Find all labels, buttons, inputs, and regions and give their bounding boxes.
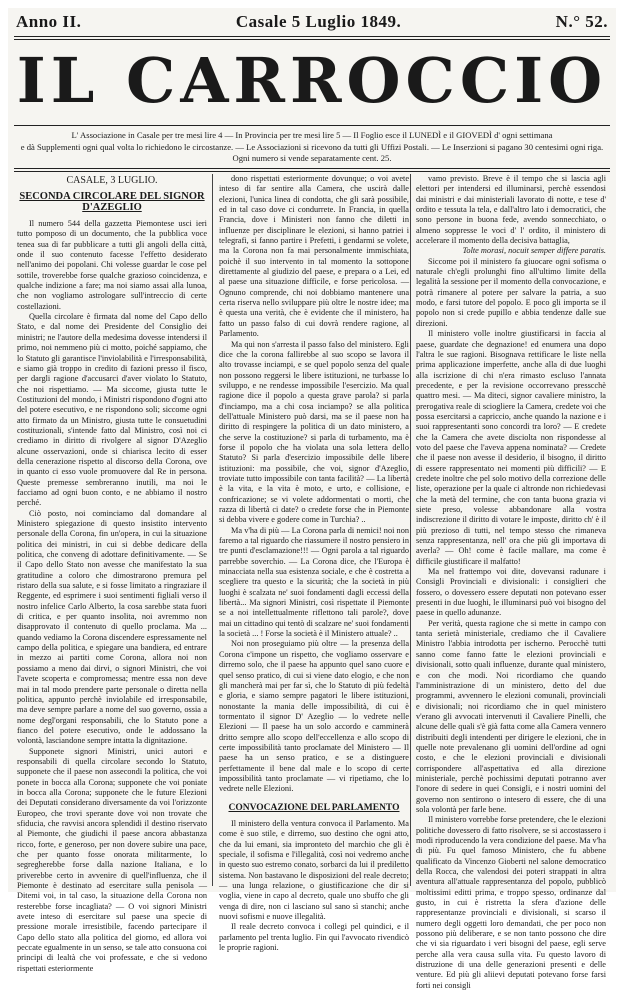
- notice-line-3: Ogni numero si vende separatamente cent. 25.: [232, 153, 392, 164]
- notice-rule-thin: [14, 171, 610, 172]
- column-divider-2: [410, 174, 411, 886]
- column-1: [17, 174, 207, 973]
- article-dateline: CASALE, 3 LUGLIO.: [66, 175, 158, 186]
- paragraph: Il ministero volle inoltre giustificarsi in faccia al paese, guardate che degnazione! ed enumera una dopo l'altra le sue ragioni. Bisognava rettificare le liste nella prima applicazione imperfette, anche alla di due luoghi alla iscrizione di chi n'era rimasto escluso l'annata precedente, e per la revisione occorrevano presscchè quattro mesi. — Ma diteci, signor cavaliere ministro, la prerogativa reale di sciogliere la Camera, credete voi che possa esercitarsi a capriccio, anche quando la nazione e i suoi rappresentanti sono concordi tra loro? — E credete che la Camera che avete disciolta non rispondesse al voto del paese che l'aveva appena nominata? — Credete che il paese non avesse il desiderio, il bisogno, il diritto di essere rappresentato nei momenti più difficili? — E credete inoltre che pel solo motivo della correzione delle liste, operazione per la quale ci altronde non richiedevasi che la metà del termine, che con tanta buona grazia vi siete preso, volesse abbandonare alla vostra indiscrezione il diritto di votare le imposte, diritto ch' è il più prezioso di tutti, nel tempo stesso che rimaneva senza rappresentanza, nell' ora che più gli importava di averla? — Oh! come è facile mallare, ma come è difficile giustificare il malfatto!: [416, 329, 606, 566]
- dateline-bar: [16, 12, 608, 32]
- notice-rule: [14, 168, 610, 169]
- paragraph: Per verità, questa ragione che si mette in campo con tanta serietà ministeriale, crediamo che il Cavaliere Ministro l'abbia introdotta per ischerno. Perocchè tutti sanno come fanno fatte le elezioni provinciali e divisionali, sotto quali influenze, durante qual ministero, e con che modi. Noi ricordiamo che quando l'amministrazione di un ministero, detto del due programmi, avvennero le elezioni comunali, provinciali e divisionali; noi ricordiamo che in quel ministero v'erano gli avvocati intervenuti il Cavaliere Pinelli, che alcune delle quali s'è già fatta come alla Camera vennero distribuiti degli intendenti per dirigere le elezioni, che in quelle note prevalenano gli uomini dell'ordine ad ogni costo, e che le elezioni provinciali e divisionali corrispondere all'aspettativa ed alla direzione ministeriale, perchè pochissimi deputati potranno aver l'onore di sedere in quei Consigli, e i nostri uomini del governo non sentirono o intesero di essere, che di una sola volontà per farle bene.: [416, 618, 606, 814]
- paragraph: Supponete signori Ministri, unici autori e responsabili di quella circolare secondo lo Statuto, supponete che il paese non assecondi la politica, che voi ponete in bocca alla Corona; supponete che voi poniate in bocca alla Corona; supponete che le future Elezioni dei Deputati considerano diversamente da voi l'orizzonte Europeo, che trovi sperante dove voi non trovate che sfiducia, che ravvisi ancora splendidi il destino riservato al Piemonte, che giudichi il paese ancora abbastanza ricco, forte, e generoso, per non dovere subire una pace, che per quanto fosse onorata militarmente, lo segregherebbe forse dalla nazione Italiana, e lo priverebbe certo in avvenire di quell'influenza, che il Piemonte è destinato ad esercitare sulla penisola — Ditemi voi, in tal caso, la situazione della Corona non resterebbe forse incagliata? — O voi signori Ministri avete inteso di esercitare sul paese una specie di pressione morale irresistibile, facendo partecipare il Capo dello stato alla politica del giorno, ed allora voi peccate egualmente in un senso, se tale atto consuona coi principi di lealtà che voi professate, e che si vedono rispettati esteriormente: [17, 746, 207, 973]
- paragraph: Ma v'ha di più — La Corona parla di nemici! noi non faremo a tal riguardo che riassumere il nostro pensiero in tre punti d'esclamazione!!! — Ogni parola a tal riguardo parrebbe soverchio. — La Corona dice, che l'Europa è minacciata nella sua esistenza sociale, e che è costretta a scegliere tra questo e la sicurità; che la società in più luoghi è scalzata ne' suoi fondamenti dagli eccessi della libertà... Ma signori Ministri, così rispettate il Piemonte se a noi intellettualmente riflettono tali parole?, dove mai un cittadino qui tentò di scalzare ne' suoi fondamenti la società ... ! Forse la società è il Ministero attuale? ..: [219, 525, 409, 639]
- top-rule-thin: [14, 39, 610, 40]
- paragraph: Il reale decreto convoca i collegi pel quindici, e il parlamento pel trenta luglio. Fin qui l'avvocato rivendicò le proprie ragioni.: [219, 922, 409, 953]
- place-date: Casale 5 Luglio 1849.: [235, 12, 402, 31]
- paragraph: Il ministero della ventura convoca il Parlamento. Ma come è suo stile, e dirremo, suo destino che ogni atto, che da lui emani, sia impronteto del marchio che gli è speciale, il sofisma e l'illegalità, così noi vedremo anche in questo suo estremo conato, sorbarci da lui il prediletto sistema. Non bastavano le disposizioni del reale decreto; — una lunga relazione, o giustificazione che dir si voglia, viene in capo al decreto, quale uno sbuffo che gli venga di dire, non ci lasciano sul sano sì stanchi; anche nuovi sofismi e nuove illegalità.: [219, 818, 409, 922]
- column-2: [219, 174, 409, 953]
- paragraph: Siccome poi il ministero fa giuocare ogni sofisma o naturale ch'egli prolunghi fino all'ultimo limite della legalità la sessione per il momento della convocazione, e potrà rimanere al potere per salvare la patria, a suo modo, e farsi tutore del popolo. E poco gli importa se il popolo non si crede pupillo e abbia tendenze dalle sue direzioni.: [416, 256, 606, 328]
- column-3: [416, 174, 606, 990]
- paragraph: vamo previsto. Breve è il tempo che si lascia agli elettori per intendersi ed illuminarsi, perchè essendosi dai ministri e dai ministeriali lavorato di notte, e tese d' ordito e tessuta la tela, e dall'altro lato i democratici, che sono persone in buona fede, avendo sonnecchiato, o almeno soppresse le voci d' l' ordito, il ministero di accelerare il momento della decisiva battaglia,: [416, 174, 606, 246]
- paragraph: Ma nel frattempo voi dite, dovevansi radunare i Consigli Provinciali e divisionali: i consiglieri che fossero, o dovessero essere deputati non potevano esser presenti in due luoghi, le illuminarsi può voi bisogno del paese in quello adunanze.: [416, 567, 606, 618]
- issue-number: N.° 52.: [555, 12, 608, 31]
- article-heading: SECONDA CIRCOLARE DEL SIGNOR D'AZEGLIO: [19, 191, 205, 213]
- section-heading: CONVOCAZIONE DEL PARLAMENTO: [228, 802, 400, 813]
- notice-line-2: e dà Supplementi ogni qual volta lo richiedono le circostanze. — Le Associazioni si ricevono da tutti gli Uffizi Postali. — Le Inserzioni si pagano 30 centesimi ogni riga.: [20, 141, 604, 152]
- paragraph: Quella circolare è firmata dal nome del Capo dello Stato, e dal nome dei Presidente del Consiglio dei ministri; ne l'autore della medesima dovesse intendersi il primo, noi nemmeno più ci motto, poiché sappiamo, che lo Statuto gli garantisce l'inviolabilità e l'irresponsabilità, e siamo già troppo in credito di fazioni presso il fisco, per dargli ragione d'accusarci d'aver violato lo Statuto, che noi rispettiamo. — Ma siccome, giusta tutte le Costituzioni del mondo, i Ministri rispondono d'ogni atto del potere esecutivo, e ne rispondono soli; siccome ogni atto firmato da un Ministro, giusta tutte le consuetudini costituzionali, s'intende fatto dal Ministro, così noi ci crediamo in diritto di rivolgere al signor D'Azeglio alcune osservazioni, onde si chiarisca lecito di esser della cenerazione rispetto al discorso della Corona, ove in quanto ci esso vuole promuovere dal Re in persona. Queste premesse sembreranno inutili, ma noi le facciamo ad ogni buon conto, e ne abbiamo il nostro perché.: [17, 312, 207, 508]
- masthead-rule: [14, 125, 610, 126]
- newspaper-page: [8, 8, 616, 990]
- paragraph: Ma qui non s'arresta il passo falso del ministero. Egli dice che la corona fallirebbe al suo scopo se lavora il alto trovasse inciampi, e se quel popolo senza del quale non possono reggersi le libere istituzioni, ne turbasse lo sviluppo, e ne rendesse impossibile l'esercizio. Ma qual ragione dice il popolo a questa grave parola? si parla d'inciampo, ma a chi cosa inciampo? se alla politica dell'attuale Ministero può darsi, ma se il paese non ha diritto di respingere la politica di un dato ministero, a che serve la costituzione? si parla di turbamento, ma è forse il popolo che ha violata una sola lettera dello Statuto? Si parla d'esercizio impossibile delle libere istituzioni: ma possibile, che voi, signor d'Azeglio, troviate tutto impossibile con tanta facilità? — La libertà è la vita, e la vita è moto, e urto, e collisione, e confricazione; se vi volete addormentati o morti, che razza di libertà ci date? o credete forse che in Piemonte si debba vivere e godere come in Turchia? ..: [219, 339, 409, 525]
- subscription-notice: [18, 130, 606, 165]
- column-divider-1: [212, 174, 213, 886]
- paragraph: dono rispettati esteriormente dovunque; o voi avete inteso di far sentire alla Camera, che uscirà dalle elezioni, l'unica linea di condotta, che gli sarà possibile, ed in tal caso dove ci condurrete. In Francia, in quella Francia, dove i Ministeri non fanno che diletti in influenze per disciplinare le elezioni, si hanno patriei i telegrafi, si fanno partire i Prefetti, i gendarmi se volete, ma la Corona non fa mai personalmente immischiata, poichè il suo intervento in tal momento la sottopone direttamente al giudizio del paese, e prepara o a Lei, ed al paese una situazione difficile, e forse pericolosa. — Ognuno comprende, chi noi dobbiamo mantenere una certa riserva nello sviluppare più oltre le nostre idee; ma è questa una verità, che è evidente che il ministero, ha fatto un passo falso di cui dovrà rendere ragione, al Parlamento.: [219, 174, 409, 339]
- paragraph: Il ministero vorrebbe forse pretendere, che le elezioni politiche dovessero di fatto risolvere, se si accostassero i modi riproducendo la vera condizione del paese. Ma v'ha di più. Fu quel famoso Ministero, che fu abbene qualificato da Vincenzo Gioberti nel salone democratico della Rocca, che valendosi dei poteri strappati in altra aventura all'attuale rappresentanza del popolo, pubblicò moltissimi editti prima, e troppo spesso, ordinanze dal gusto, in cui è ristretta la sfera d'azione delle rappresentanze provinciali e divisionali, si scarso il numero degli oggetti loro demandati, che per poco non possono più deliberare, e se non tanto possono che dire che vi sia riguardato i veri bisogni del paese, egli serve perche alla vera causa sulla vita. Fu questo lavoro di distruzione di una delle generazioni presenti e delle venture. Ed più gli aliievi deputati potevano forse farsi forti nei consigli: [416, 815, 606, 990]
- year-label: Anno II.: [16, 12, 82, 31]
- notice-line-1: L' Associazione in Casale per tre mesi lire 4 — In Provincia per tre mesi lire 5 — Il Foglio esce il LUNEDÌ e il GIOVEDÌ d' ogni settimana: [71, 130, 553, 140]
- paragraph: Noi non proseguiamo più oltre — la presenza della Corona c'impone un rispetto, che vogliamo osservare e dirremo solo, che il paese ha appunto quel sano cuore e quel senso pratico, di cui si viene dato elogio, e che non gli mancherà mai per far sì, che lo Statuto di più fedeltà e gloria, e siamo sempre pagatori le libere istituzioni, nonostante la mania delle impossibilità, di cui è tormentato il signor D' Azeglio — lo vedrete nelle Elezioni — Il paese ha un solo accordo e camminerà dritto sempre allo scopo dell'eccellenza e allo scopo di certe impossibilità tanto proclamate del Ministero — Il paese ha un senso pratico, e se a distinguere perfettamente il bene dal male e lo scopo di certe impossibilità tanto proclamate — vi ripetiamo, che lo vedrete nelle Elezioni.: [219, 639, 409, 794]
- masthead-title: IL CARROCCIO: [16, 44, 608, 117]
- paragraph: Ciò posto, noi cominciamo dal domandare al Ministero spiegazione di questo insistito intervento personale della Corona, fin un'opera, in cui la situazione politica dei ministri, in cui si debbe dedicare della politica, che conveng di adottare definitivamente. — Se il Capo dello Stato non avesse che manifestato la sua gratitudine a coloro che dimostrarono premura pel ristaro della sua salute, e si fosse limitato a ringraziare il Reggente, ed esprimere i suoi sentimenti figliali verso il nostro infelice Carlo Alberto, la cosa sarebbe stata fuori di critica, e per quanto insolita, noi avremmo non disapprovato il contenuto di quello proclama. Ma ... quando vediamo la Corona discendere espressamente nel campo della politica, e spiegare una bandiera, ed entrare in mezzo ai partiti come Corona, allora noi non possiamo a meno dai dirvi, o signori Ministri, che voi l'avete scoperta e compromessa; mentre essa non deve mai in tal modo prendere parte personale o diretta nella politica, appunto perchè inviolabile ed irresponsabile, ma deve sempre parlare a nome del suo governo, ossia a nome degl'organi responsabili, che lo Statuto pone a fianco del potere esecutivo, onde le addossano la volontà, lasciandone sempre intatta la dignitazione.: [17, 508, 207, 746]
- paragraph: Il numero 544 della gazzetta Piemontese usci ieri tutto pomposo di un documento, che la pubblica voce tenea sua di far pubblicare a tutti gli angoli della città, onde il suo contenuto facesse l'effetto desiderato nell'animo dei popolani. Chi volesse guardar le cose pel sottile, troverebbe forse qualche grazioso coincidenza, e qualche indizione a fare; ma noi siamo assai alla lunoa, che non vogliamo astrologare sull'intreccio di certe costellazioni.: [17, 219, 207, 311]
- latin-quote: Tolte morasi, nocuit semper differe paratis.: [462, 246, 606, 256]
- top-rule: [14, 36, 610, 37]
